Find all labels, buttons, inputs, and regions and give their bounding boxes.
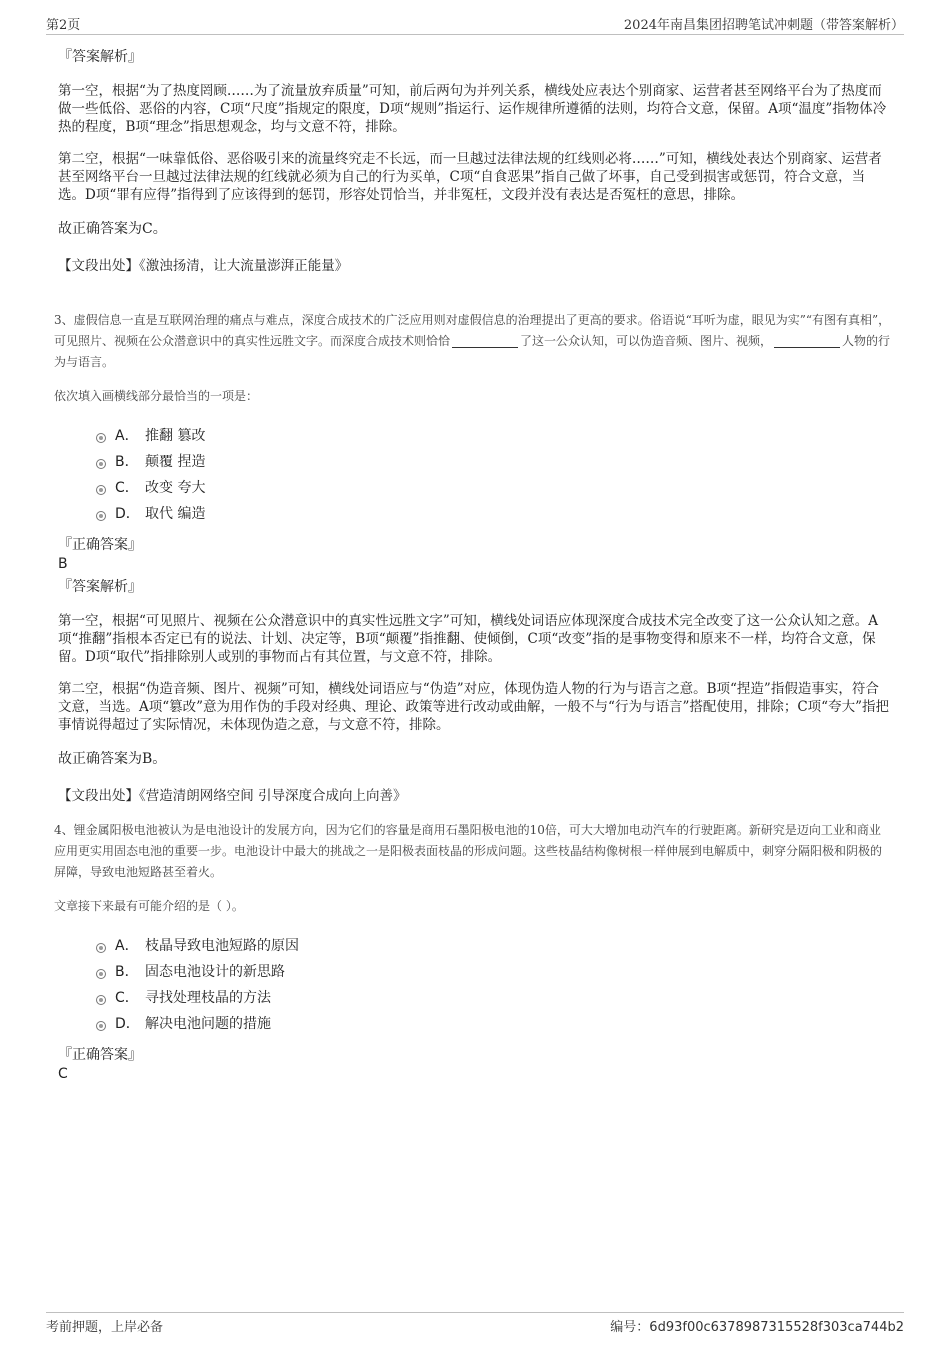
question-text bbox=[54, 310, 892, 373]
option-d[interactable]: D． 解决电池问题的措施 bbox=[96, 1010, 892, 1036]
page-footer bbox=[46, 1312, 904, 1333]
analysis-paragraph: 第二空，根据“一味靠低俗、恶俗吸引来的流量终究走不长远，而一旦越过法律法规的红线则必将……”可知，横线处表达个别商家、运营者甚至网络平台一旦越过法律法规的红线就必须为自己的行为买单，C项“自食恶果”指自己做了坏事，自己受到损害或惩罚，符合文意，当选。D项“罪有应得”指得到了应该得到的惩罚，形容处罚恰当，并非冤枉，文段并没有表达是否冤枉的意思，排除。 bbox=[58, 151, 882, 203]
passage-source: 【文段出处】《营造清朗网络空间 引导深度合成向上向善》 bbox=[58, 788, 407, 804]
analysis-paragraph: 第一空，根据“为了热度罔顾……为了流量放弃质量”可知，前后两句为并列关系，横线处应表达个别商家、运营者甚至网络平台为了热度而做一些低俗、恶俗的内容，C项“尺度”指规定的限度，D项“规则”指运行、运作规律所遵循的法则，均符合文意，保留。A项“温度”指物体冷热的程度，B项“理念”指思想观念，均与文意不符，排除。 bbox=[58, 83, 887, 135]
answer-label: 『正确答案』 bbox=[58, 537, 142, 553]
fill-blank bbox=[452, 334, 518, 348]
fill-blank bbox=[774, 334, 840, 348]
question-text-part: 3、虚假信息一直是互联网治理的痛点与难点，深度合成技术的广泛应用则对虚假信息的治理提出了更高的要求。俗语说“耳听为虚，眼见为实”“有图有真相”，可见照片、视频在公众潜意识中的真实性远胜文字。而深度合成技术则恰恰 bbox=[54, 313, 891, 348]
page-content bbox=[54, 40, 892, 1086]
document-title: 2024年南昌集团招聘笔试冲刺题（带答案解析） bbox=[623, 18, 904, 33]
answer-label: 『正确答案』 bbox=[58, 1047, 142, 1063]
option-c[interactable]: C． 改变 夸大 bbox=[96, 474, 892, 500]
document-id: 编号：6d93f00c6378987315528f303ca744b2 bbox=[610, 1320, 904, 1335]
analysis-paragraph: 第一空，根据“可见照片、视频在公众潜意识中的真实性远胜文字”可知，横线处词语应体现深度合成技术完全改变了这一公众认知之意。A项“推翻”指根本否定已有的说法、计划、决定等，B项“颠覆”指推翻、使倾倒，C项“改变”指的是事物变得和原来不一样，均符合文意，保留。D项“取代”指排除别人或别的事物而占有其位置，与文意不符，排除。 bbox=[58, 613, 879, 665]
radio-button[interactable] bbox=[96, 995, 106, 1005]
footer-slogan: 考前押题，上岸必备 bbox=[46, 1320, 164, 1335]
option-d[interactable]: D． 取代 编造 bbox=[96, 500, 892, 526]
question-text: 4、锂金属阳极电池被认为是电池设计的发展方向，因为它们的容量是商用石墨阳极电池的10倍，可大大增加电动汽车的行驶距离。新研究是迈向工业和商业应用更实用固态电池的重要一步。电池设计中最大的挑战之一是阳极表面枝晶的形成问题。这些枝晶结构像树根一样伸展到电解质中，刺穿分隔阳极和阴极的屏障，导致电池短路甚至着火。 bbox=[54, 823, 883, 879]
question-prompt: 文章接下来最有可能介绍的是（ ）。 bbox=[54, 899, 244, 913]
radio-button[interactable] bbox=[96, 943, 106, 953]
radio-button[interactable] bbox=[96, 485, 106, 495]
answer-conclusion: 故正确答案为B。 bbox=[58, 751, 167, 767]
question-prompt: 依次填入画横线部分最恰当的一项是： bbox=[54, 389, 259, 403]
option-b[interactable]: B． 固态电池设计的新思路 bbox=[96, 958, 892, 984]
answer-conclusion: 故正确答案为C。 bbox=[58, 221, 167, 237]
passage-source: 【文段出处】《激浊扬清，让大流量澎湃正能量》 bbox=[58, 258, 349, 274]
question-text-part: 人物的行为与语言。 bbox=[54, 334, 891, 369]
analysis-paragraph: 第二空，根据“伪造音频、图片、视频”可知，横线处词语应与“伪造”对应，体现伪造人物的行为与语言之意。B项“捏造”指假造事实，符合文意，当选。A项“篡改”意为用作伪的手段对经典、理论、政策等进行改动或曲解，一般不与“行为与语言”搭配使用，排除；C项“夸大”指把事情说得超过了实际情况，未体现伪造之意，与文意不符，排除。 bbox=[58, 681, 889, 733]
option-list bbox=[96, 422, 892, 526]
option-b[interactable]: B． 颠覆 捏造 bbox=[96, 448, 892, 474]
analysis-label: 『答案解析』 bbox=[58, 49, 142, 65]
option-list bbox=[96, 932, 892, 1036]
radio-button[interactable] bbox=[96, 459, 106, 469]
option-a[interactable]: A． 推翻 篡改 bbox=[96, 422, 892, 448]
question-text-part: 了这一公众认知，可以伪造音频、图片、视频， bbox=[520, 334, 773, 348]
option-a[interactable]: A． 枝晶导致电池短路的原因 bbox=[96, 932, 892, 958]
radio-button[interactable] bbox=[96, 969, 106, 979]
option-c[interactable]: C． 寻找处理枝晶的方法 bbox=[96, 984, 892, 1010]
page-header bbox=[46, 14, 904, 35]
radio-button[interactable] bbox=[96, 433, 106, 443]
radio-button[interactable] bbox=[96, 1021, 106, 1031]
radio-button[interactable] bbox=[96, 511, 106, 521]
answer-value: C bbox=[58, 1066, 68, 1082]
page-number: 第2页 bbox=[46, 18, 81, 33]
analysis-label: 『答案解析』 bbox=[58, 579, 142, 595]
answer-value: B bbox=[58, 556, 68, 572]
